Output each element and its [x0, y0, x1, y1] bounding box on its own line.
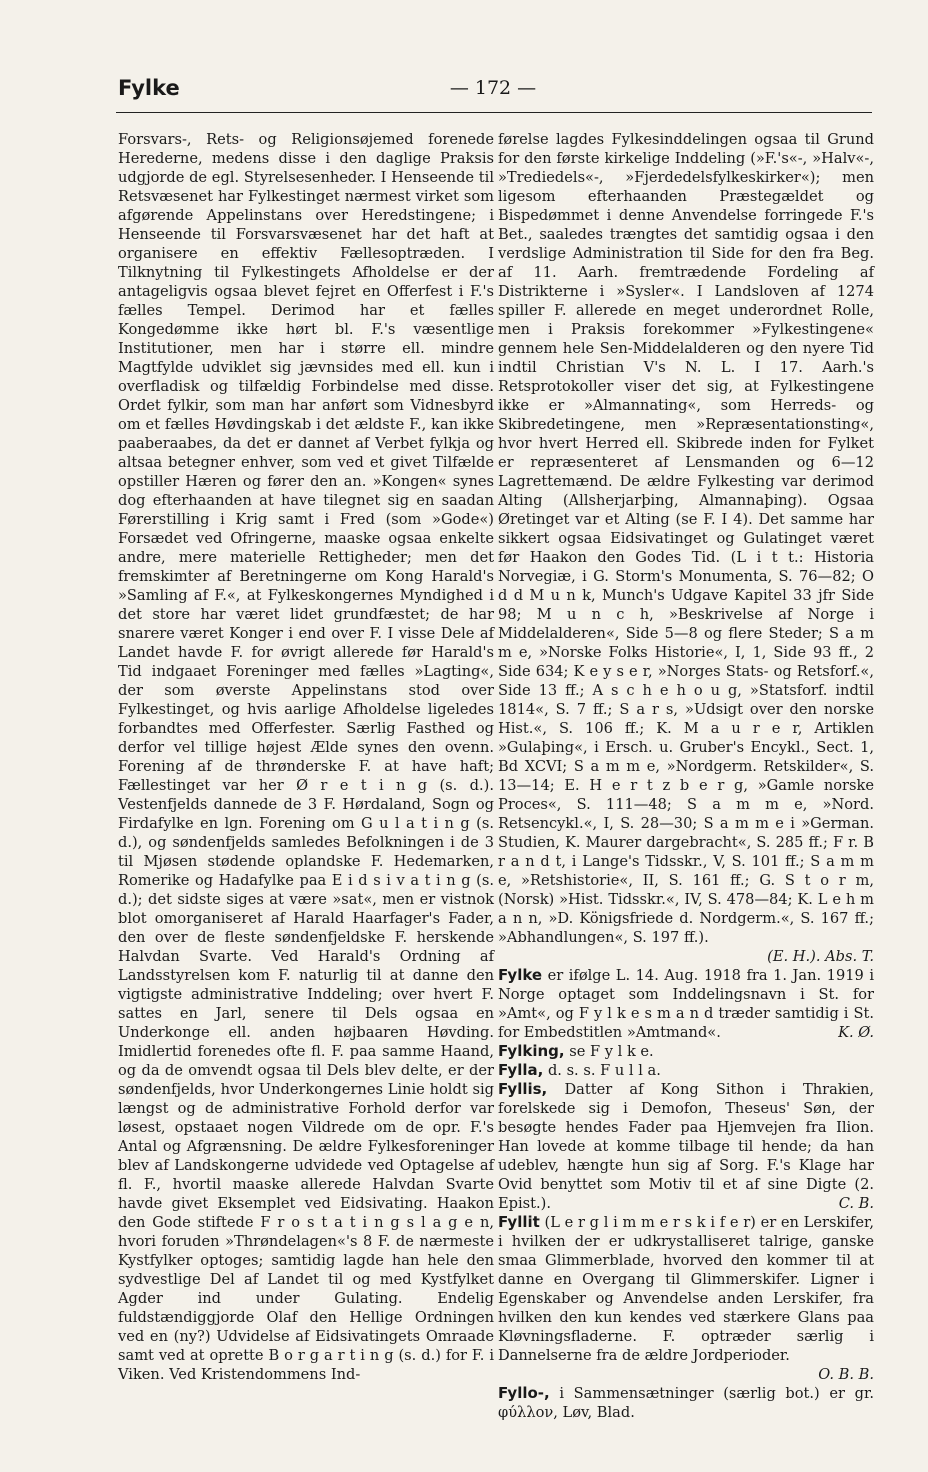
entry-fyllo [498, 1384, 874, 1422]
entry-text: se F y l k e. [569, 1043, 654, 1060]
entry-signature: O. B. B. [818, 1366, 874, 1383]
left-column-text: Forsvars-, Rets- og Religionsøjemed forenede Herederne, medens disse i den daglige Praksis udgjorde de egl. Styrelsesenheder. I Henseende til Retsvæsenet har Fylkestinget nærmest virket som afgørende Appelinstans over Heredstingene; i Henseende til Forsvarsvæsenet har det haft at organisere en effektiv Fællesoptræden. I Tilknytning til Fylkestingets Afholdelse er der antageligvis ogsaa blevet fejret en Offerfest i F.'s fælles Tempel. Derimod har et fælles Kongedømme ikke hørt bl. F.'s væsentlige Institutioner, men har i større ell. mindre Magtfylde udviklet sig jævnsides med ell. kun i overfladisk og tilfældig Forbindelse med disse. Ordet fylkir, som man har anført som Vidnesbyrd om et fælles Høvdingskab i det ældste F., kan ikke paaberaabes, da det er dannet af Verbet fylkja og altsaa betegner enhver, som ved et givet Tilfælde opstiller Hæren og fører den an. »Kongen« synes dog efterhaanden at have tilegnet sig en saadan Førerstilling i Krig samt i Fred (som »Gode«) Forsædet ved Ofringerne, maaske ogsaa enkelte andre, mere materielle Rettigheder; men det fremskimter af Beretningerne om Kong Harald's »Samling af F.«, at Fylkeskongernes Myndighed i det store har været lidet grundfæstet; de har snarere været Konger i end over F. I visse Dele af Landet havde F. for øvrigt allerede før Harald's Tid indgaaet Foreninger med fælles »Lagting«, der som øverste Appelinstans stod over Fylkestinget, og hvis aarlige Afholdelse ligeledes forbandtes med Offerfester. Særlig Fasthed og derfor vel tillige højest Ælde synes den ovenn. Forening af de thrønderske F. at have haft; Fællestinget var her Ø r e t i n g (s. d.). Vestenfjelds dannede de 3 F. Hørdaland, Sogn og Firdafylke en lgn. Forening om G u l a t i n g (s. d.), og søndenfjelds samledes Befolkningen i de 3 til Mjøsen stødende oplandske F. Hedemarken, Romerike og Hadafylke paa E i d s i v a t i n g (s. d.); det sidste siges at være »sat«, men er vistnok blot omorganiseret af Harald Haarfager's Fader, den over de fleste søndenfjeldske F. herskende Halvdan Svarte. Ved Harald's Ordning af Landsstyrelsen kom F. naturlig til at danne den vigtigste administrative Inddeling; over hvert F. sattes en Jarl, senere til Dels ogsaa en Underkonge ell. anden højbaaren Høvding. Imidlertid forenedes ofte fl. F. paa samme Haand, og da de omvendt ogsaa til Dels blev delte, er der søndenfjelds, hvor Underkongernes Linie holdt sig længst og de administrative Forhold derfor var løsest, opstaaet nogen Vildrede om de opr. F.'s Antal og Afgrænsning. De ældre Fylkesforeninger blev af Landskongerne udvidede ved Optagelse af fl. F., hvortil maaske allerede Halvdan Svarte havde givet Eksemplet ved Eidsivating. Haakon den Gode stiftede F r o s t a t i n g s l a g e n, hvori foruden »Thrøndelagen«'s 8 F. de nærmeste Kystfylker optoges; samtidig lagde han hele den sydvestlige Del af Landet til og med Kystfylket Agder ind under Gulating. Endelig fuldstændiggjorde Olaf den Hellige Ordningen ved en (ny?) Udvidelse af Eidsivatingets Omraade samt ved at oprette B o r g a r t i n g (s. d.) for F. i Viken. Ved Kristendommens Ind- [118, 131, 494, 1383]
page-number: — 172 — [449, 77, 537, 99]
entry-fylking [498, 1042, 874, 1061]
entry-headword: Fylke [498, 966, 543, 984]
entry-signature: C. B. [838, 1195, 874, 1212]
continuation-signature: (E. H.). Abs. T. [767, 948, 874, 965]
left-column [118, 130, 494, 1384]
entry-fylla [498, 1061, 874, 1080]
entry-fyllit [498, 1213, 874, 1365]
running-headword: Fylke [118, 76, 180, 100]
page-header [118, 76, 868, 106]
entry-headword: Fylla, [498, 1061, 544, 1079]
entry-headword: Fyllit [498, 1213, 540, 1231]
entry-headword: Fyllis, [498, 1080, 548, 1098]
entry-text: d. s. s. F u l l a. [547, 1062, 661, 1079]
header-rule [116, 112, 872, 113]
entry-fylke [498, 966, 874, 1042]
entry-text: er ifølge L. 14. Aug. 1918 fra 1. Jan. 1919 i Norge optaget som Inddelingsnavn i St. for »Amt«, og F y l k e s m a n d træder samtidig i St. for Embedstitlen »Amtmand«. [498, 967, 875, 1041]
right-column [498, 130, 874, 1422]
continuation-text: førelse lagdes Fylkesinddelingen ogsaa til Grund for den første kirkelige Inddeling (»F.'s«-, »Halv«-, »Trediedels«-, »Fjerdedelsfylkeskirker«); men ligesom efterhaanden Præstegældet og Bispedømmet i denne Anvendelse forringede F.'s Bet., saaledes trængtes det samtidig ogsaa i den verdslige Administration til Side for den fra Beg. af 11. Aarh. fremtrædende Fordeling af Distrikterne i »Sysler«. I Landsloven af 1274 spiller F. allerede en meget underordnet Rolle, men i Praksis forekommer »Fylkestingene« gennem hele Sen-Middelalderen og den nyere Tid indtil Christian V's N. L. I 17. Aarh.'s Retsprotokoller viser det sig, at Fylkestingene ikke er »Almannating«, som Herreds- og Skibredetingene, men »Repræsentationsting«, hvor hvert Herred ell. Skibrede inden for Fylket er repræsenteret af Lensmanden og 6—12 Lagrettemænd. De ældre Fylkesting var derimod Alting (Allsherjarþing, Almannaþing). Ogsaa Øretinget var et Alting (se F. I 4). Det samme har sikkert ogsaa Eidsivatinget og Gulatinget været før Haakon den Godes Tid. (L i t t.: Historia Norvegiæ, i G. Storm's Monumenta, S. 76—82; O d d M u n k, Munch's Udgave Kapitel 33 jfr Side 98; M u n c h, »Beskrivelse af Norge i Middelalderen«, Side 5—8 og flere Steder; S a m m e, »Norske Folks Historie«, I, 1, Side 93 ff., 2 Side 634; K e y s e r, »Norges Stats- og Retsforf.«, Side 13 ff.; A s c h e h o u g, »Statsforf. indtil 1814«, S. 7 ff.; S a r s, »Udsigt over den norske Hist.«, S. 106 ff.; K. M a u r e r, Artiklen »Gulaþing«, i Ersch. u. Gruber's Encykl., Sect. 1, Bd XCVI; S a m m e, »Nordgerm. Retskilder«, S. 13—14; E. H e r t z b e r g, »Gamle norske Proces«, S. 111—48; S a m m e, »Nord. Retsencykl.«, I, S. 28—30; S a m m e i »German. Studien, K. Maurer dargebracht«, S. 285 ff.; F r. B r a n d t, i Lange's Tidsskr., V, S. 101 ff.; S a m m e, »Retshistorie«, II, S. 161 ff.; G. S t o r m, (Norsk) »Hist. Tidsskr.«, IV, S. 478—84; K. L e h m a n n, »D. Königsfriede d. Nordgerm.«, S. 167 ff.; »Abhandlungen«, S. 197 ff.). [498, 131, 874, 946]
entry-headword: Fyllo-, [498, 1384, 550, 1402]
entry-text: Datter af Kong Sithon i Thrakien, forelskede sig i Demofon, Theseus' Søn, der besøgte hendes Fader paa Hjemvejen fra Ilion. Han lovede at komme tilbage til hende; da han udeblev, hængte hun sig af Sorg. F.'s Klage har Ovid benyttet som Motiv til et af sine Digte (2. Epist.). [498, 1081, 875, 1212]
entry-signature: K. Ø. [838, 1024, 874, 1041]
entry-fyllis [498, 1080, 874, 1213]
entry-text: (L e r g l i m m e r s k i f e r) er en Lerskifer, i hvilken der er udkrystalliseret talrige, ganske smaa Glimmerblade, hvorved den kommer til at danne en Overgang til Glimmerskifer. Ligner i Egenskaber og Anvendelse anden Lerskifer, fra hvilken den kun kendes ved stærkere Glans paa Kløvningsfladerne. F. optræder særlig i Dannelserne fra de ældre Jordperioder. [498, 1214, 874, 1364]
entry-headword: Fylking, [498, 1042, 565, 1060]
entry-text: i Sammensætninger (særlig bot.) er gr. φύλλον, Løv, Blad. [498, 1385, 875, 1421]
